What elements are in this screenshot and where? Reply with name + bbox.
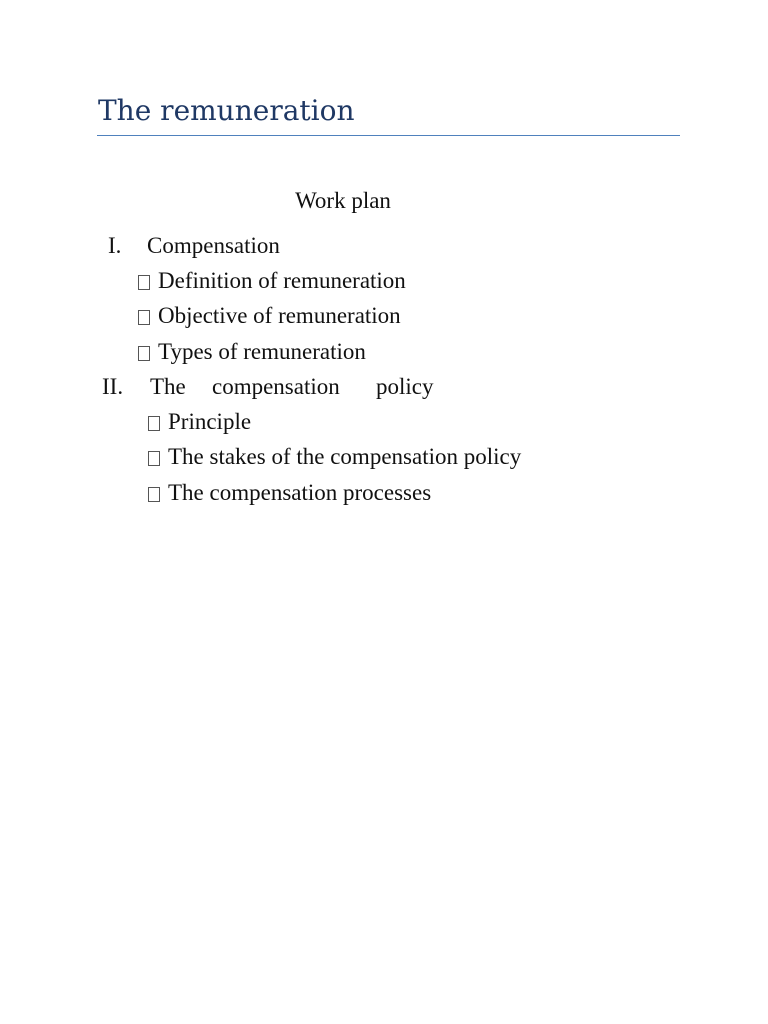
empty-box-icon [148,487,160,502]
list-item-text: The compensation processes [168,480,432,505]
empty-box-icon [148,416,160,431]
list-item [138,301,401,331]
empty-box-icon [138,346,150,361]
list-item [138,266,406,296]
empty-box-icon [138,310,150,325]
list-item-text: Definition of remuneration [158,268,406,293]
list-item-text: The stakes of the compensation policy [168,444,522,469]
title-underline [97,135,680,136]
section-1-numeral: I. [108,233,122,258]
section-2-numeral: II. [102,374,124,399]
empty-box-icon [138,275,150,290]
list-item [148,478,431,508]
section-2-heading-word: The [150,374,186,399]
section-1-heading: Compensation [147,233,280,258]
list-item-text: Principle [168,409,252,434]
list-item [138,337,366,367]
empty-box-icon [148,451,160,466]
list-item-text: Objective of remuneration [158,303,401,328]
list-item-text: Types of remuneration [158,339,366,364]
section-2-heading-word: compensation [212,374,340,399]
section-2-heading-word: policy [376,374,434,399]
list-item [148,442,521,472]
list-item [148,407,251,437]
plan-title: Work plan [295,188,391,213]
document-title: The remuneration [98,94,355,127]
